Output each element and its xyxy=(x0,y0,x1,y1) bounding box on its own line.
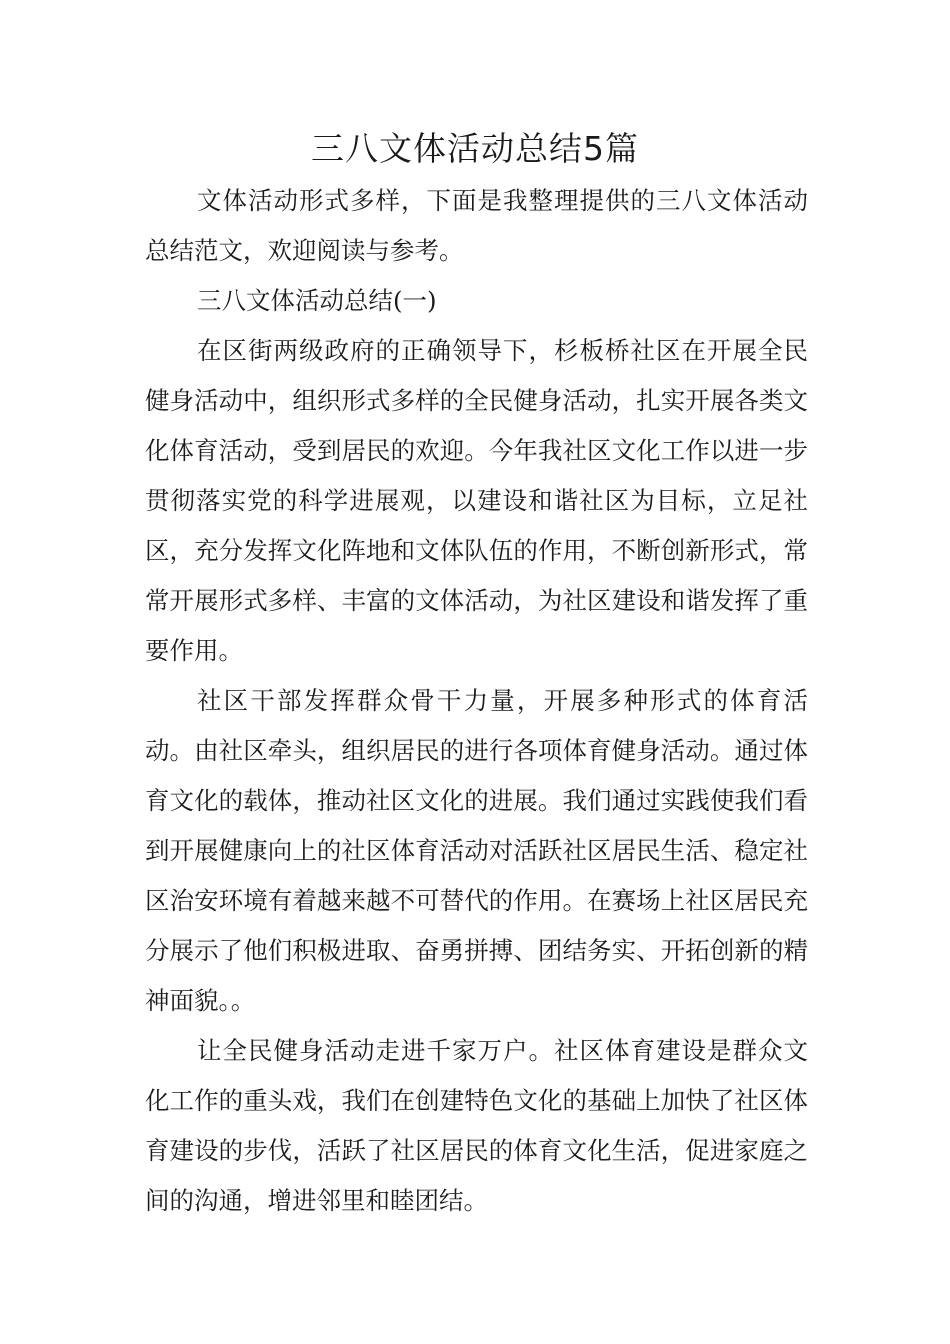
body-paragraph: 社区干部发挥群众骨干力量，开展多种形式的体育活动。由社区牵头，组织居民的进行各项体育健身活动。通过体育文化的载体，推动社区文化的进展。我们通过实践使我们看到开展健康向上的社区体育活动对活跃社区居民生活、稳定社区治安环境有着越来越不可替代的作用。在赛场上社区居民充分展示了他们积极进取、奋勇拼搏、团结务实、开拓创新的精神面貌。。 xyxy=(145,686,808,1015)
section-heading: 三八文体活动总结(一) xyxy=(197,286,437,315)
body-paragraph: 在区街两级政府的正确领导下，杉板桥社区在开展全民健身活动中，组织形式多样的全民健身活动，扎实开展各类文化体育活动，受到居民的欢迎。今年我社区文化工作以进一步贯彻落实党的科学进展观，以建设和谐社区为目标，立足社区，充分发挥文化阵地和文体队伍的作用，不断创新形式，常常开展形式多样、丰富的文体活动，为社区建设和谐发挥了重要作用。 xyxy=(145,336,808,665)
document-title: 三八文体活动总结5篇 xyxy=(311,129,639,168)
intro-paragraph: 文体活动形式多样，下面是我整理提供的三八文体活动总结范文，欢迎阅读与参考。 xyxy=(145,186,808,265)
document-body xyxy=(145,176,808,1226)
body-paragraph: 让全民健身活动走进千家万户。社区体育建设是群众文化工作的重头戏，我们在创建特色文化的基础上加快了社区体育建设的步伐，活跃了社区居民的体育文化生活，促进家庭之间的沟通，增进邻里和睦团结。 xyxy=(145,1036,808,1215)
